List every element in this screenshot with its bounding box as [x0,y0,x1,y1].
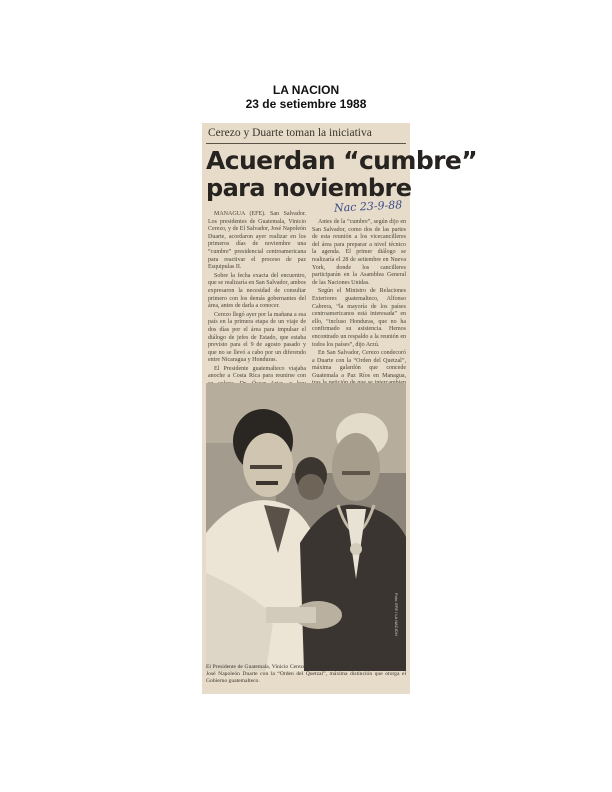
article-paragraph: El Presidente guatemalteco viajaba anoche a Costa Rica para reunirse con [208,365,306,380]
publication-name: LA NACION [272,83,340,97]
article-paragraph: Sobre la fecha exacta del encuentro, que se realizaría en San Salvador, ambos expresaron la necesidad de consultar primero con los demás gobernantes del área, antes de darla a conocer. [208,272,306,310]
article-paragraph: Antes de la “cumbre”, según dijo en San Salvador, como dos de las partes de esta reunión a los vicecancilleres del área para preparar a nivel técnico la agenda. El primer diálogo se realizaría el 28 de setiembre en Nueva York, donde los cancilleres participarán en la Asamblea General de las Naciones Unidas. [312,219,406,286]
publication-date: 23 de setiembre 1988 [245,97,367,111]
article-paragraph: MANAGUA (EFE). San Salvador. Los presidentes de Guatemala, Vinicio Cerezo, y de El Salvador, José Napoleón Duarte, acordaron ayer realizar en los primeros días de noviembre una “cumbre” presidencial centroamericana para reactivar el proceso de paz Esquipulas II. [208,211,306,271]
handwritten-date: Nac 23-9-88 [333,198,403,215]
photo-caption: El Presidente de Guatemala, Vinicio Cerezo, condecoró ayer al mandatario salvadoreño, José Napoleón Duarte con la “Orden del Quetzal”, máxima distinción que otorga el Gobierno guatemalteco. [206,664,406,684]
article-paragraph: Cerezo llegó ayer por la mañana a esa país en la primera etapa de un viaje de dos días por el área para impulsar el diálogo de jefes de Estado, que estaba previsto para el 9 de agosto pasado y que no se llevó a cabo por un diferendo entre Nicaragua y Honduras. [208,311,306,364]
headline-line-1: Acuerdan “cumbre” [206,146,478,175]
news-photo [206,383,406,671]
newspaper-clipping [202,123,478,694]
article-paragraph: En San Salvador, Cerezo condecoró a Duarte con la “Orden del Quetzal”, máxima galardón que concede Guatemala a Paz Ríos en Managua, [312,350,406,379]
article-paragraph: Según el Ministro de Relaciones Exteriores guatemalteco, Alfonso Cabrera, “la mayoría de los países centroamericanos está interesada” en ello, “incluso Honduras, que no ha confirmado su asistencia. Hemos encontrado un respaldo a la reunión en todos los países”, dijo Arzú. [312,288,406,348]
photo-illustration [206,383,406,671]
article-column-2 [312,219,406,381]
headline-line-2: para noviembre [206,174,412,202]
photo-credit: Foto: EFE / LA NACION [394,593,399,636]
article-kicker: Cerezo y Duarte toman la iniciativa [208,127,372,139]
kicker-rule [206,143,406,144]
